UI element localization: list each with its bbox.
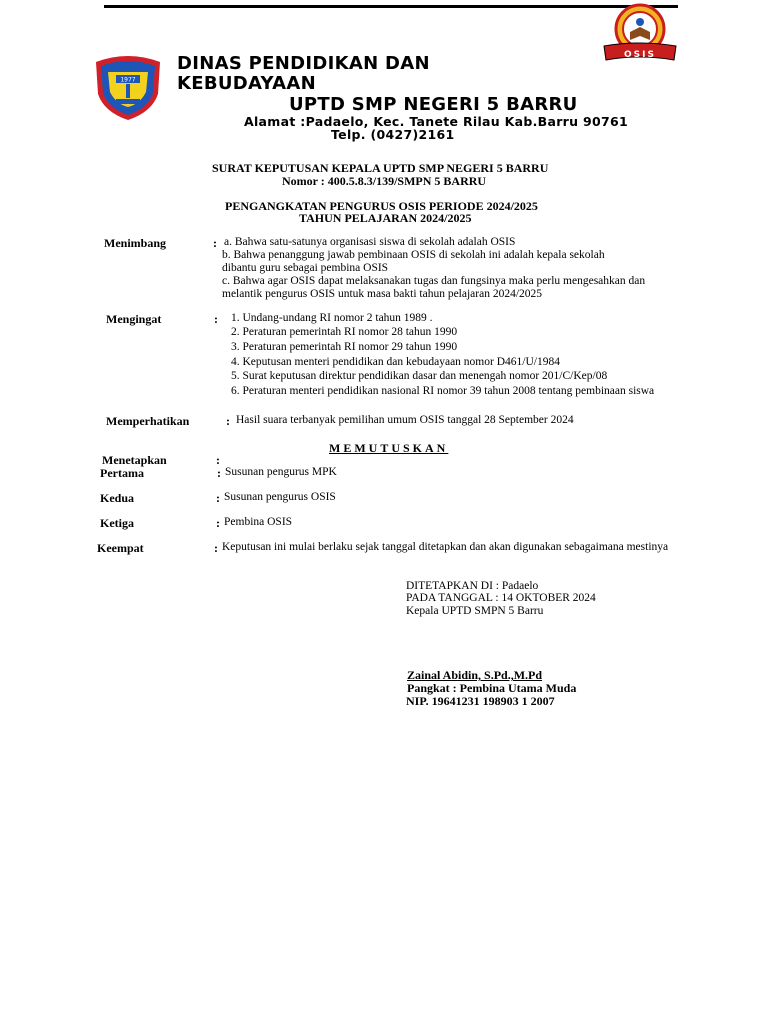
school-phone: Telp. (0427)2161: [331, 127, 455, 142]
menetapkan-label: Menetapkan: [102, 453, 167, 467]
decree-academic-year: TAHUN PELAJARAN 2024/2025: [299, 211, 472, 225]
agency-name-line1: DINAS PENDIDIKAN DAN: [177, 53, 430, 74]
svg-text:1977: 1977: [120, 76, 136, 84]
ketiga-text: Pembina OSIS: [224, 516, 293, 528]
signatory-name: Zainal Abidin, S.Pd.,M.Pd: [407, 668, 543, 682]
pertama-text: Susunan pengurus MPK: [225, 466, 337, 478]
pertama-label: Pertama: [100, 466, 144, 480]
menimbang-line: dibantu guru sebagai pembina OSIS: [222, 262, 389, 274]
mengingat-colon: :: [214, 312, 218, 326]
mengingat-label: Mengingat: [106, 312, 162, 326]
mengingat-item: 6. Peraturan menteri pendidikan nasional RI nomor 39 tahun 2008 tentang pembinaan siswa: [231, 385, 655, 397]
decree-subject: PENGANGKATAN PENGURUS OSIS PERIODE 2024/2025: [225, 199, 538, 213]
mengingat-item: 2. Peraturan pemerintah RI nomor 28 tahun 1990: [231, 326, 458, 338]
memperhatikan-text: Hasil suara terbanyak pemilihan umum OSIS tanggal 28 September 2024: [236, 414, 574, 426]
decree-title: SURAT KEPUTUSAN KEPALA UPTD SMP NEGERI 5 BARRU: [212, 161, 549, 175]
school-name: UPTD SMP NEGERI 5 BARRU: [289, 94, 578, 115]
keempat-text: Keputusan ini mulai berlaku sejak tanggal ditetapkan dan akan digunakan sebagaimana mestinya: [222, 541, 669, 553]
menimbang-line: a. Bahwa satu-satunya organisasi siswa di sekolah adalah OSIS: [224, 236, 516, 248]
menimbang-label: Menimbang: [104, 236, 167, 250]
mengingat-item: 4. Keputusan menteri pendidikan dan kebudayaan nomor D461/U/1984: [231, 356, 560, 368]
school-address: Alamat :Padaelo, Kec. Tanete Rilau Kab.Barru 90761: [244, 114, 628, 129]
ketiga-colon: :: [216, 516, 220, 530]
school-emblem-icon: [92, 54, 164, 122]
menimbang-colon: :: [213, 236, 217, 250]
signature-date: PADA TANGGAL : 14 OKTOBER 2024: [406, 592, 596, 604]
menimbang-line: melantik pengurus OSIS untuk masa bakti tahun pelajaran 2024/2025: [222, 288, 543, 300]
signature-place: DITETAPKAN DI : Padaelo: [406, 580, 539, 592]
kedua-colon: :: [216, 491, 220, 505]
mengingat-item: 1. Undang-undang RI nomor 2 tahun 1989 .: [231, 312, 433, 324]
signature-position: Kepala UPTD SMPN 5 Barru: [406, 605, 544, 617]
memperhatikan-label: Memperhatikan: [106, 414, 190, 428]
keempat-label: Keempat: [97, 541, 144, 555]
signatory-rank: Pangkat : Pembina Utama Muda: [407, 681, 577, 695]
memperhatikan-colon: :: [226, 414, 230, 428]
memutuskan-heading: MEMUTUSKAN: [329, 441, 449, 455]
menetapkan-colon: :: [216, 453, 220, 467]
osis-logo-icon: [600, 2, 680, 66]
kedua-text: Susunan pengurus OSIS: [224, 491, 336, 503]
keempat-colon: :: [214, 541, 218, 555]
agency-name-line2: KEBUDAYAAN: [177, 73, 316, 94]
pertama-colon: :: [217, 466, 221, 480]
menimbang-line: b. Bahwa penanggung jawab pembinaan OSIS di sekolah ini adalah kepala sekolah: [222, 249, 605, 261]
svg-text:OSIS: OSIS: [624, 50, 656, 60]
mengingat-item: 5. Surat keputusan direktur pendidikan dasar dan menengah nomor 201/C/Kep/08: [231, 370, 608, 382]
top-rule: [104, 5, 678, 8]
mengingat-item: 3. Peraturan pemerintah RI nomor 29 tahun 1990: [231, 341, 458, 353]
ketiga-label: Ketiga: [100, 516, 134, 530]
menimbang-line: c. Bahwa agar OSIS dapat melaksanakan tugas dan fungsinya maka perlu mengesahkan dan: [222, 275, 646, 287]
kedua-label: Kedua: [100, 491, 135, 505]
signatory-nip: NIP. 19641231 198903 1 2007: [406, 694, 555, 708]
decree-number: Nomor : 400.5.8.3/139/SMPN 5 BARRU: [282, 174, 487, 188]
